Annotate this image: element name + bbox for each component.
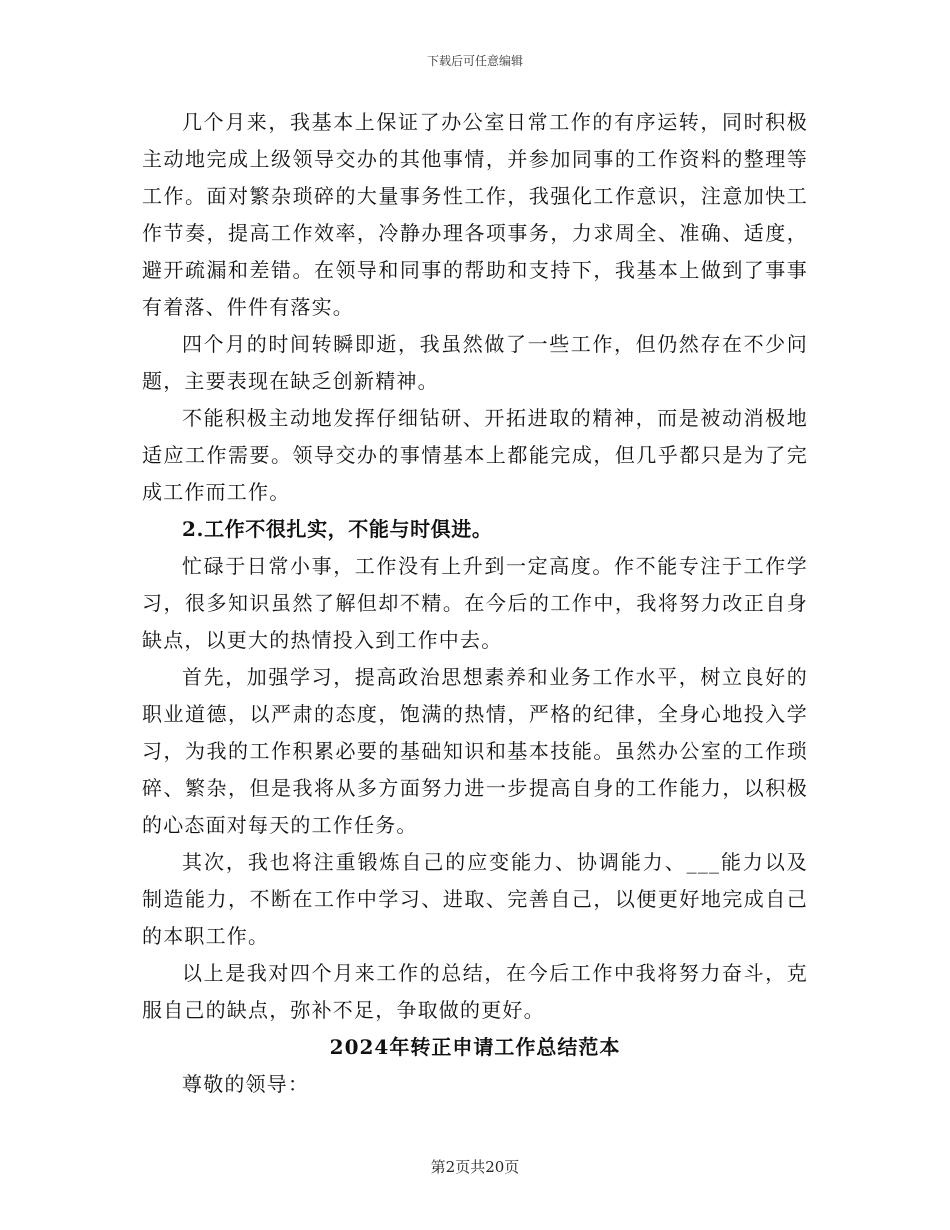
salutation: 尊敬的领导： <box>182 1072 310 1096</box>
page-footer: 第2页共20页 <box>430 1158 520 1176</box>
paragraph-daily-tasks: 忙碌于日常小事，工作没有上升到一定高度。作不能专注于工作学习，很多知识虽然了解但却不精。在今后的工作中，我将努力改正自身缺点，以更大的热情投入到工作中去。 <box>142 554 808 652</box>
document-title: 2024年转正申请工作总结范本 <box>329 1035 621 1059</box>
paragraph-first-study: 首先，加强学习，提高政治思想素养和业务工作水平，树立良好的职业道德，以严肃的态度，饱满的热情，严格的纪律，全身心地投入学习，为我的工作积累必要的基础知识和基本技能。虽然办公室的工作琐碎、繁杂，但是我将从多方面努力进一步提高自身的工作能力，以积极的心态面对每天的工作任务。 <box>142 665 808 837</box>
document-body <box>142 104 808 1103</box>
paragraph-lack-initiative: 不能积极主动地发挥仔细钻研、开拓进取的精神，而是被动消极地适应工作需要。领导交办的事情基本上都能完成，但几乎都只是为了完成工作而工作。 <box>142 406 808 504</box>
paragraph-work-summary: 几个月来，我基本上保证了办公室日常工作的有序运转，同时积极主动地完成上级领导交办的其他事情，并参加同事的工作资料的整理等工作。面对繁杂琐碎的大量事务性工作，我强化工作意识，注意加快工作节奏，提高工作效率，冷静办理各项事务，力求周全、准确、适度，避开疏漏和差错。在领导和同事的帮助和支持下，我基本上做到了事事有着落、件件有落实。 <box>142 110 808 319</box>
paragraph-conclusion: 以上是我对四个月来工作的总结，在今后工作中我将努力奋斗，克服自己的缺点，弥补不足，争取做的更好。 <box>142 961 808 1022</box>
paragraph-problems: 四个月的时间转瞬即逝，我虽然做了一些工作，但仍然存在不少问题，主要表现在缺乏创新精神。 <box>142 332 808 393</box>
section-heading-2: 2.工作不很扎实，不能与时俱进。 <box>182 517 493 541</box>
page-header: 下载后可任意编辑 <box>426 54 523 68</box>
paragraph-second-abilities: 其次，我也将注重锻炼自己的应变能力、协调能力、___能力以及制造能力，不断在工作中学习、进取、完善自己，以便更好地完成自己的本职工作。 <box>142 850 808 948</box>
